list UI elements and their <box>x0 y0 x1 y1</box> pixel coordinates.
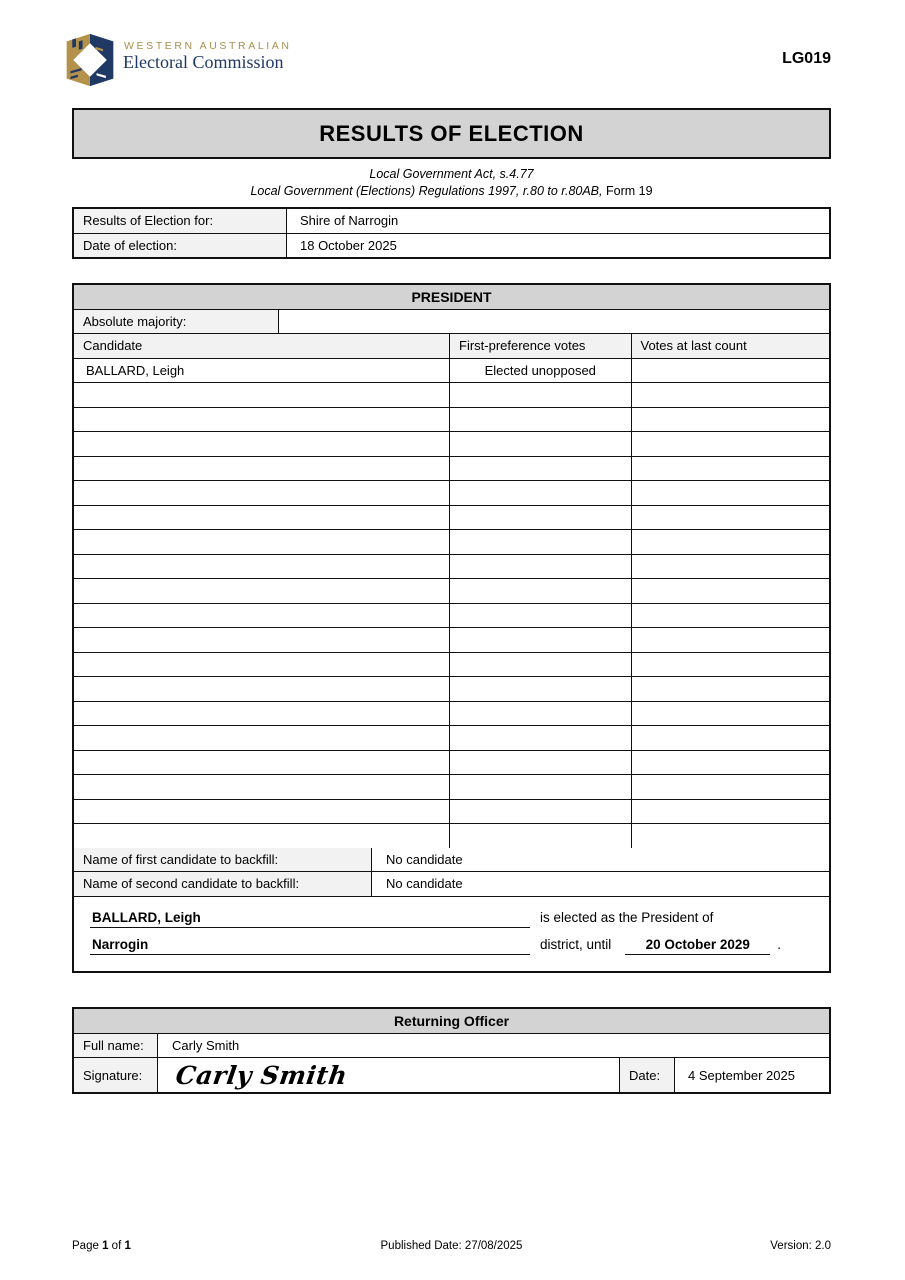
first-backfill-label: Name of first candidate to backfill: <box>74 848 372 872</box>
date-label: Date: <box>620 1058 675 1092</box>
first-preference-cell <box>450 555 632 579</box>
last-count-cell <box>632 359 830 383</box>
legal-line-2 <box>72 183 831 200</box>
elected-name: BALLARD, Leigh <box>90 910 530 928</box>
last-count-cell <box>632 383 830 407</box>
column-header-first-preference: First-preference votes <box>450 334 632 358</box>
last-count-cell <box>632 824 830 848</box>
legal-line-1 <box>72 166 831 183</box>
empty-candidate-row <box>74 751 829 776</box>
empty-candidate-row <box>74 653 829 678</box>
last-count-cell <box>632 604 830 628</box>
first-preference-cell <box>450 383 632 407</box>
page-total: 1 <box>124 1240 131 1252</box>
first-preference-cell <box>450 653 632 677</box>
page-word: Page <box>72 1240 99 1252</box>
table-row <box>74 234 829 258</box>
legal-regulations: Local Government (Elections) Regulations 1997, r.80 to r.80AB, <box>250 184 603 198</box>
last-count-cell <box>632 432 830 456</box>
candidate-name-cell <box>74 628 450 652</box>
signature-script: Carly Smith <box>173 1060 350 1090</box>
empty-candidate-row <box>74 702 829 727</box>
candidate-name-cell <box>74 677 450 701</box>
last-count-cell <box>632 481 830 505</box>
empty-candidate-row <box>74 726 829 751</box>
candidate-row <box>74 359 829 384</box>
version: Version: 2.0 <box>770 1240 831 1252</box>
last-count-cell <box>632 579 830 603</box>
candidate-rows <box>74 359 829 848</box>
table-row <box>74 209 829 234</box>
president-section-title: PRESIDENT <box>74 285 829 309</box>
results-for-label: Results of Election for: <box>74 209 287 233</box>
signature-value <box>158 1058 620 1092</box>
candidate-name-cell <box>74 457 450 481</box>
results-for-value: Shire of Narrogin <box>300 213 399 229</box>
last-count-cell <box>632 408 830 432</box>
last-count-cell <box>632 702 830 726</box>
first-preference-cell <box>450 677 632 701</box>
empty-candidate-row <box>74 628 829 653</box>
last-count-cell <box>632 751 830 775</box>
elected-statement-text2: district, until <box>540 936 612 952</box>
last-count-cell <box>632 530 830 554</box>
column-header-candidate: Candidate <box>74 334 450 358</box>
first-preference-cell <box>450 702 632 726</box>
published-date: Published Date: 27/08/2025 <box>380 1240 523 1252</box>
candidate-name-cell <box>74 432 450 456</box>
empty-candidate-row <box>74 408 829 433</box>
second-backfill-label: Name of second candidate to backfill: <box>74 872 372 896</box>
first-preference-cell <box>450 800 632 824</box>
title-box <box>72 108 831 159</box>
legal-form-number: Form 19 <box>605 184 653 198</box>
first-preference-cell <box>450 604 632 628</box>
empty-candidate-row <box>74 506 829 531</box>
column-header-last-count: Votes at last count <box>632 334 830 358</box>
candidate-name-cell <box>74 506 450 530</box>
president-section <box>72 283 831 973</box>
last-count-cell <box>632 457 830 481</box>
first-preference-cell <box>450 824 632 848</box>
empty-candidate-row <box>74 383 829 408</box>
second-backfill-value: No candidate <box>386 876 463 892</box>
full-name-value: Carly Smith <box>172 1037 240 1053</box>
page-indicator <box>72 1240 325 1252</box>
empty-candidate-row <box>74 824 829 848</box>
signature-label: Signature: <box>74 1058 158 1092</box>
first-preference-cell: Elected unopposed <box>450 359 632 383</box>
signature-row <box>74 1058 829 1092</box>
full-name-row <box>74 1034 829 1059</box>
backfill-row <box>74 848 829 873</box>
candidate-name-cell <box>74 383 450 407</box>
candidate-name-cell <box>74 824 450 848</box>
empty-candidate-row <box>74 432 829 457</box>
first-preference-cell <box>450 751 632 775</box>
last-count-cell <box>632 726 830 750</box>
brand-electoral-commission: Electoral Commission <box>123 52 284 72</box>
absolute-majority-value <box>279 310 829 334</box>
legal-citations <box>72 166 831 200</box>
absolute-majority-row <box>74 310 829 335</box>
page-title: RESULTS OF ELECTION <box>319 120 584 146</box>
page-of-word: of <box>111 1240 122 1252</box>
section-header-row <box>74 1009 829 1034</box>
first-preference-cell <box>450 579 632 603</box>
candidate-name-cell <box>74 800 450 824</box>
election-info-table <box>72 207 831 259</box>
first-backfill-value: No candidate <box>386 851 463 867</box>
elected-statement-text1: is elected as the President of <box>540 909 714 925</box>
candidate-name-cell <box>74 751 450 775</box>
legal-act: Local Government Act, s.4.77 <box>369 167 534 181</box>
election-date-label: Date of election: <box>74 234 287 258</box>
first-preference-cell <box>450 457 632 481</box>
empty-candidate-row <box>74 481 829 506</box>
backfill-row <box>74 872 829 897</box>
full-name-label: Full name: <box>74 1034 158 1058</box>
candidate-name-cell <box>74 555 450 579</box>
form-code: LG019 <box>782 50 831 67</box>
date-value: 4 September 2025 <box>688 1067 795 1083</box>
first-preference-cell <box>450 726 632 750</box>
candidate-name-cell <box>74 604 450 628</box>
empty-candidate-row <box>74 555 829 580</box>
election-date-value: 18 October 2025 <box>300 237 397 253</box>
returning-officer-title: Returning Officer <box>74 1009 829 1033</box>
last-count-cell <box>632 800 830 824</box>
first-preference-cell <box>450 506 632 530</box>
first-preference-cell <box>450 628 632 652</box>
elected-district: Narrogin <box>90 937 530 955</box>
column-header-row <box>74 334 829 359</box>
empty-candidate-row <box>74 800 829 825</box>
elected-statement-line1 <box>90 910 813 928</box>
empty-candidate-row <box>74 457 829 482</box>
elected-statement-line2 <box>90 937 813 955</box>
candidate-name-cell: BALLARD, Leigh <box>74 359 450 383</box>
candidate-name-cell <box>74 726 450 750</box>
candidate-name-cell <box>74 775 450 799</box>
candidate-name-cell <box>74 579 450 603</box>
statement-period: . <box>777 936 782 952</box>
wa-electoral-commission-logo-icon <box>62 32 118 88</box>
last-count-cell <box>632 628 830 652</box>
section-header-row <box>74 285 829 310</box>
page-footer <box>72 1240 831 1252</box>
first-preference-cell <box>450 432 632 456</box>
candidate-name-cell <box>74 481 450 505</box>
candidate-name-cell <box>74 653 450 677</box>
first-preference-cell <box>450 530 632 554</box>
brand-western-australian: WESTERN AUSTRALIAN <box>124 40 292 52</box>
absolute-majority-label: Absolute majority: <box>74 310 279 334</box>
last-count-cell <box>632 555 830 579</box>
returning-officer-section <box>72 1007 831 1094</box>
candidate-name-cell <box>74 408 450 432</box>
candidate-name-cell <box>74 530 450 554</box>
empty-candidate-row <box>74 579 829 604</box>
elected-statement <box>74 897 829 971</box>
empty-candidate-row <box>74 604 829 629</box>
term-end-date: 20 October 2029 <box>625 937 770 955</box>
candidate-name-cell <box>74 702 450 726</box>
last-count-cell <box>632 775 830 799</box>
last-count-cell <box>632 653 830 677</box>
empty-candidate-row <box>74 775 829 800</box>
first-preference-cell <box>450 775 632 799</box>
first-preference-cell <box>450 408 632 432</box>
page-number: 1 <box>102 1240 109 1252</box>
last-count-cell <box>632 506 830 530</box>
empty-candidate-row <box>74 677 829 702</box>
first-preference-cell <box>450 481 632 505</box>
empty-candidate-row <box>74 530 829 555</box>
last-count-cell <box>632 677 830 701</box>
